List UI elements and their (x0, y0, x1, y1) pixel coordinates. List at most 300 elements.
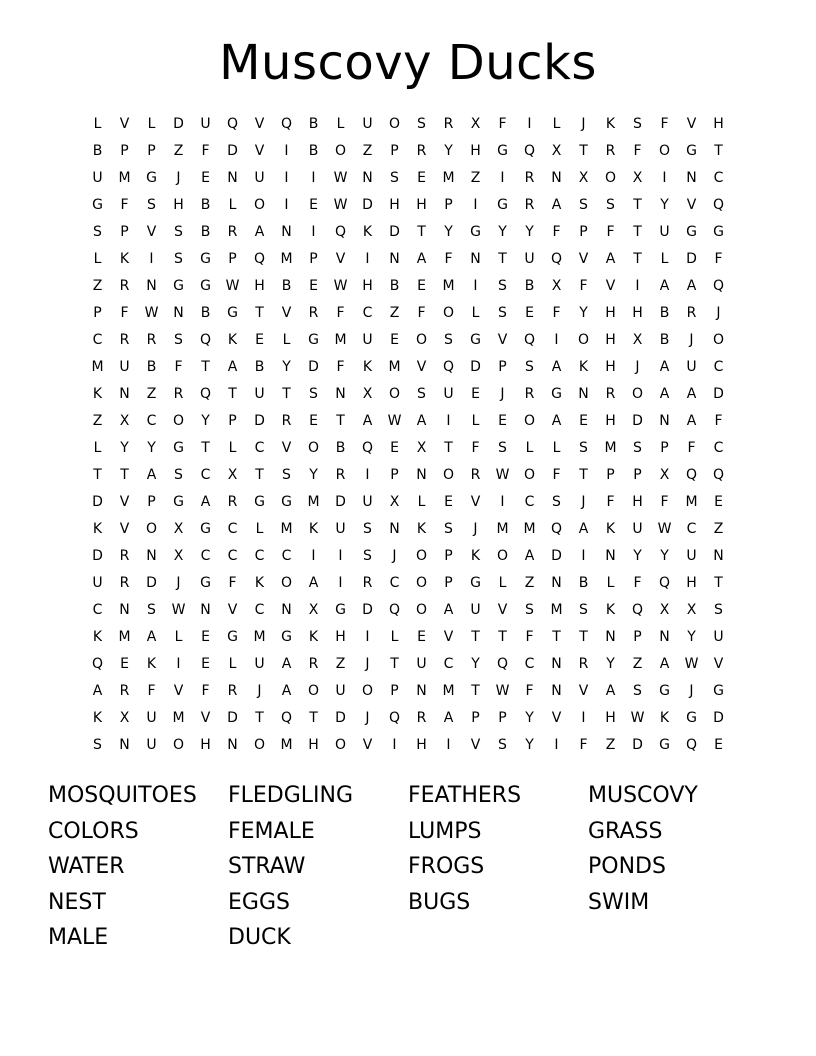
grid-letter: I (662, 170, 667, 186)
grid-letter: M (496, 521, 509, 537)
grid-letter: H (173, 197, 184, 213)
grid-letter: E (444, 494, 453, 510)
grid-letter: V (119, 521, 130, 537)
grid-letter: Y (579, 305, 588, 321)
grid-letter: V (254, 116, 265, 132)
word-list-item: LUMPS (408, 818, 482, 844)
grid-letter: C (146, 413, 157, 429)
grid-letter: N (119, 386, 130, 402)
grid-letter: I (581, 548, 586, 564)
grid-letter: G (146, 170, 157, 186)
grid-letter: V (119, 494, 130, 510)
grid-letter: Q (550, 521, 563, 537)
grid-letter: A (605, 251, 616, 267)
grid-letter: G (659, 737, 670, 753)
grid-letter: T (201, 359, 210, 375)
grid-letter: B (281, 278, 292, 294)
grid-letter: I (500, 494, 505, 510)
grid-row (84, 570, 732, 597)
grid-letter: H (605, 332, 616, 348)
grid-letter: N (551, 656, 562, 672)
grid-letter: A (524, 548, 535, 564)
grid-letter: U (335, 521, 346, 537)
grid-letter: F (660, 116, 669, 132)
grid-letter: D (335, 710, 346, 726)
grid-letter: G (200, 521, 211, 537)
grid-letter: T (633, 251, 642, 267)
grid-letter: D (92, 548, 103, 564)
grid-letter: S (417, 116, 426, 132)
grid-letter: H (686, 575, 697, 591)
grid-letter: Z (173, 143, 184, 159)
grid-letter: L (390, 629, 399, 645)
grid-letter: I (284, 143, 289, 159)
grid-letter: A (416, 251, 427, 267)
grid-letter: T (471, 683, 480, 699)
grid-letter: B (389, 278, 400, 294)
grid-letter: B (146, 359, 157, 375)
grid-letter: U (362, 332, 373, 348)
grid-letter: P (498, 359, 507, 375)
grid-letter: I (176, 656, 181, 672)
grid-letter: M (307, 494, 320, 510)
grid-letter: Y (444, 143, 453, 159)
grid-letter: S (579, 440, 588, 456)
grid-letter: P (228, 413, 237, 429)
grid-letter: H (632, 494, 643, 510)
grid-letter: Q (712, 278, 725, 294)
grid-letter: E (201, 656, 210, 672)
grid-letter: I (149, 251, 154, 267)
grid-letter: N (416, 683, 427, 699)
grid-row (84, 408, 732, 435)
grid-letter: T (336, 413, 345, 429)
grid-letter: L (228, 656, 237, 672)
grid-letter: Y (444, 224, 453, 240)
grid-letter: N (470, 251, 481, 267)
grid-letter: R (119, 548, 130, 564)
grid-letter: K (92, 710, 103, 726)
grid-letter: U (686, 359, 697, 375)
word-list-item: SWIM (588, 889, 650, 915)
grid-letter: F (336, 305, 345, 321)
grid-letter: Q (550, 251, 563, 267)
grid-letter: Q (631, 602, 644, 618)
grid-letter: B (659, 332, 670, 348)
word-list-item: FEMALE (228, 818, 315, 844)
grid-letter: K (416, 521, 427, 537)
grid-letter: H (605, 710, 616, 726)
grid-row (84, 651, 732, 678)
grid-letter: G (200, 278, 211, 294)
grid-letter: B (335, 440, 346, 456)
grid-letter: P (498, 710, 507, 726)
grid-letter: P (390, 467, 399, 483)
grid-letter: M (253, 629, 266, 645)
grid-letter: N (335, 386, 346, 402)
grid-letter: E (309, 278, 318, 294)
grid-letter: F (633, 575, 642, 591)
grid-letter: N (605, 548, 616, 564)
grid-letter: Y (687, 629, 696, 645)
grid-letter: D (308, 359, 319, 375)
grid-letter: O (145, 521, 158, 537)
grid-letter: X (389, 494, 400, 510)
grid-letter: K (308, 629, 319, 645)
grid-letter: O (577, 332, 590, 348)
grid-letter: Q (496, 656, 509, 672)
grid-letter: N (659, 413, 670, 429)
grid-letter: L (660, 251, 669, 267)
grid-letter: O (334, 143, 347, 159)
grid-letter: L (228, 197, 237, 213)
grid-letter: I (311, 548, 316, 564)
grid-letter: L (282, 332, 291, 348)
grid-letter: T (552, 629, 561, 645)
grid-letter: K (605, 116, 616, 132)
grid-letter: L (498, 575, 507, 591)
grid-letter: S (363, 548, 372, 564)
grid-letter: Z (713, 521, 724, 537)
grid-letter: G (659, 683, 670, 699)
grid-letter: F (147, 683, 156, 699)
grid-letter: G (713, 224, 724, 240)
grid-letter: O (388, 386, 401, 402)
grid-letter: V (227, 602, 238, 618)
grid-letter: K (227, 332, 238, 348)
grid-letter: S (552, 494, 561, 510)
grid-letter: X (632, 170, 643, 186)
grid-letter: T (471, 629, 480, 645)
grid-letter: J (635, 359, 640, 375)
grid-letter: H (605, 359, 616, 375)
grid-letter: A (254, 224, 265, 240)
grid-letter: S (309, 386, 318, 402)
grid-letter: L (255, 521, 264, 537)
grid-letter: E (417, 170, 426, 186)
word-list-row (48, 885, 788, 921)
grid-letter: H (605, 413, 616, 429)
grid-letter: F (201, 683, 210, 699)
grid-letter: I (581, 710, 586, 726)
grid-letter: V (497, 332, 508, 348)
word-list-item: BUGS (408, 889, 471, 915)
grid-letter: O (253, 737, 266, 753)
grid-letter: H (632, 305, 643, 321)
grid-letter: Y (498, 224, 507, 240)
grid-letter: U (254, 170, 265, 186)
grid-letter: A (605, 683, 616, 699)
grid-letter: X (173, 548, 184, 564)
grid-letter: G (308, 332, 319, 348)
grid-letter: O (523, 467, 536, 483)
grid-letter: N (713, 548, 724, 564)
grid-letter: N (389, 521, 400, 537)
grid-letter: P (444, 548, 453, 564)
grid-letter: N (416, 467, 427, 483)
grid-letter: J (392, 548, 397, 564)
grid-letter: X (632, 332, 643, 348)
grid-letter: A (146, 467, 157, 483)
grid-letter: O (496, 548, 509, 564)
grid-letter: J (365, 710, 370, 726)
grid-letter: J (473, 521, 478, 537)
grid-letter: T (633, 224, 642, 240)
grid-letter: L (525, 440, 534, 456)
grid-letter: Y (525, 710, 534, 726)
grid-letter: V (281, 305, 292, 321)
grid-letter: Q (199, 332, 212, 348)
grid-letter: U (146, 737, 157, 753)
grid-letter: F (714, 413, 723, 429)
grid-letter: T (255, 710, 264, 726)
grid-letter: S (444, 332, 453, 348)
grid-row (84, 678, 732, 705)
grid-letter: C (227, 521, 238, 537)
grid-letter: F (552, 467, 561, 483)
grid-letter: U (443, 386, 454, 402)
grid-letter: Q (658, 575, 671, 591)
grid-letter: X (173, 521, 184, 537)
word-list (48, 778, 788, 956)
grid-letter: A (281, 683, 292, 699)
grid-letter: K (605, 602, 616, 618)
grid-letter: G (281, 629, 292, 645)
grid-letter: E (498, 413, 507, 429)
grid-letter: P (633, 467, 642, 483)
grid-letter: E (201, 170, 210, 186)
grid-letter: R (119, 575, 130, 591)
grid-letter: S (579, 602, 588, 618)
grid-letter: Y (309, 467, 318, 483)
grid-letter: T (498, 629, 507, 645)
grid-letter: O (280, 575, 293, 591)
grid-letter: G (686, 710, 697, 726)
grid-letter: G (281, 494, 292, 510)
grid-letter: C (200, 467, 211, 483)
grid-letter: U (362, 494, 373, 510)
grid-letter: S (93, 224, 102, 240)
grid-letter: I (500, 170, 505, 186)
grid-letter: L (93, 116, 102, 132)
grid-letter: H (308, 737, 319, 753)
grid-letter: V (686, 197, 697, 213)
grid-letter: G (497, 197, 508, 213)
grid-letter: V (497, 602, 508, 618)
word-list-item: GRASS (588, 818, 663, 844)
grid-letter: N (551, 575, 562, 591)
grid-letter: J (689, 332, 694, 348)
grid-letter: I (284, 197, 289, 213)
grid-letter: L (93, 440, 102, 456)
grid-letter: U (92, 575, 103, 591)
grid-letter: G (713, 683, 724, 699)
grid-letter: A (200, 494, 211, 510)
grid-letter: S (498, 737, 507, 753)
grid-letter: T (390, 656, 399, 672)
grid-letter: K (146, 656, 157, 672)
grid-letter: P (633, 629, 642, 645)
word-list-row (48, 778, 788, 814)
grid-letter: C (254, 548, 265, 564)
grid-letter: G (470, 332, 481, 348)
grid-letter: S (363, 521, 372, 537)
grid-letter: A (227, 359, 238, 375)
grid-letter: Z (470, 170, 481, 186)
grid-letter: H (362, 278, 373, 294)
grid-letter: A (659, 386, 670, 402)
grid-letter: I (554, 332, 559, 348)
grid-letter: C (227, 548, 238, 564)
grid-letter: S (633, 116, 642, 132)
grid-letter: J (500, 386, 505, 402)
grid-letter: O (523, 413, 536, 429)
grid-letter: I (527, 116, 532, 132)
word-list-item: COLORS (48, 818, 139, 844)
grid-letter: S (174, 224, 183, 240)
grid-letter: O (631, 386, 644, 402)
grid-letter: P (579, 224, 588, 240)
grid-letter: Q (523, 143, 536, 159)
grid-letter: V (578, 683, 589, 699)
grid-letter: A (443, 602, 454, 618)
grid-letter: E (309, 197, 318, 213)
grid-letter: A (281, 656, 292, 672)
grid-letter: Z (335, 656, 346, 672)
grid-letter: N (173, 305, 184, 321)
grid-letter: E (255, 332, 264, 348)
grid-letter: W (495, 683, 510, 699)
grid-letter: C (389, 575, 400, 591)
word-list-item: MUSCOVY (588, 783, 698, 808)
word-list-row (48, 849, 788, 885)
grid-letter: I (311, 170, 316, 186)
grid-letter: K (119, 251, 130, 267)
grid-letter: V (686, 116, 697, 132)
grid-letter: T (201, 440, 210, 456)
grid-letter: A (551, 359, 562, 375)
grid-letter: L (471, 413, 480, 429)
word-list-item: WATER (48, 854, 125, 879)
grid-letter: I (365, 251, 370, 267)
grid-letter: E (201, 629, 210, 645)
grid-letter: O (415, 602, 428, 618)
grid-letter: Q (685, 467, 698, 483)
grid-letter: V (605, 278, 616, 294)
grid-letter: T (579, 143, 588, 159)
grid-letter: H (389, 197, 400, 213)
grid-letter: R (146, 332, 157, 348)
grid-letter: T (255, 467, 264, 483)
grid-letter: J (716, 305, 721, 321)
grid-letter: V (713, 656, 724, 672)
grid-letter: Z (362, 143, 373, 159)
grid-letter: D (713, 386, 724, 402)
grid-letter: W (333, 197, 348, 213)
grid-letter: N (281, 224, 292, 240)
grid-letter: B (200, 224, 211, 240)
grid-letter: R (524, 197, 535, 213)
grid-letter: N (200, 602, 211, 618)
grid-letter: I (446, 413, 451, 429)
grid-letter: A (659, 278, 670, 294)
grid-letter: O (361, 683, 374, 699)
grid-letter: R (362, 575, 373, 591)
grid-letter: O (415, 332, 428, 348)
grid-letter: G (470, 575, 481, 591)
grid-letter: E (390, 332, 399, 348)
grid-letter: S (525, 359, 534, 375)
word-list-row (48, 814, 788, 850)
grid-letter: N (227, 170, 238, 186)
grid-letter: N (605, 629, 616, 645)
grid-letter: M (91, 359, 104, 375)
grid-letter: F (498, 116, 507, 132)
grid-letter: R (119, 332, 130, 348)
grid-letter: A (146, 629, 157, 645)
grid-letter: O (604, 170, 617, 186)
grid-row (84, 111, 732, 138)
word-list-item: FEATHERS (408, 783, 522, 808)
grid-row (84, 543, 732, 570)
grid-letter: Q (253, 251, 266, 267)
grid-letter: M (280, 521, 293, 537)
grid-letter: W (684, 656, 699, 672)
grid-letter: B (200, 197, 211, 213)
word-list-item: FROGS (408, 854, 485, 879)
grid-letter: A (362, 413, 373, 429)
grid-letter: K (362, 359, 373, 375)
grid-row (84, 624, 732, 651)
grid-letter: I (338, 575, 343, 591)
grid-letter: R (308, 656, 319, 672)
grid-letter: U (146, 710, 157, 726)
grid-letter: Q (442, 359, 455, 375)
grid-letter: G (173, 278, 184, 294)
word-list-item: DUCK (228, 925, 291, 950)
grid-letter: Q (523, 332, 536, 348)
grid-letter: Y (660, 197, 669, 213)
grid-letter: P (471, 710, 480, 726)
grid-letter: Q (712, 197, 725, 213)
grid-letter: M (604, 440, 617, 456)
grid-letter: A (443, 710, 454, 726)
grid-letter: S (714, 602, 723, 618)
grid-letter: T (309, 710, 318, 726)
grid-letter: L (336, 116, 345, 132)
grid-letter: N (227, 737, 238, 753)
grid-letter: C (713, 359, 724, 375)
grid-letter: R (335, 467, 346, 483)
grid-letter: O (172, 413, 185, 429)
grid-letter: O (712, 332, 725, 348)
grid-letter: M (442, 683, 455, 699)
grid-letter: W (333, 278, 348, 294)
grid-letter: G (173, 440, 184, 456)
grid-letter: B (659, 305, 670, 321)
grid-letter: P (660, 440, 669, 456)
grid-letter: N (146, 278, 157, 294)
grid-letter: H (416, 737, 427, 753)
grid-letter: F (552, 224, 561, 240)
grid-letter: G (551, 386, 562, 402)
grid-letter: I (392, 737, 397, 753)
grid-letter: S (579, 197, 588, 213)
grid-letter: D (146, 575, 157, 591)
page-title: Muscovy Ducks (219, 35, 597, 91)
grid-letter: G (335, 602, 346, 618)
grid-letter: D (632, 413, 643, 429)
